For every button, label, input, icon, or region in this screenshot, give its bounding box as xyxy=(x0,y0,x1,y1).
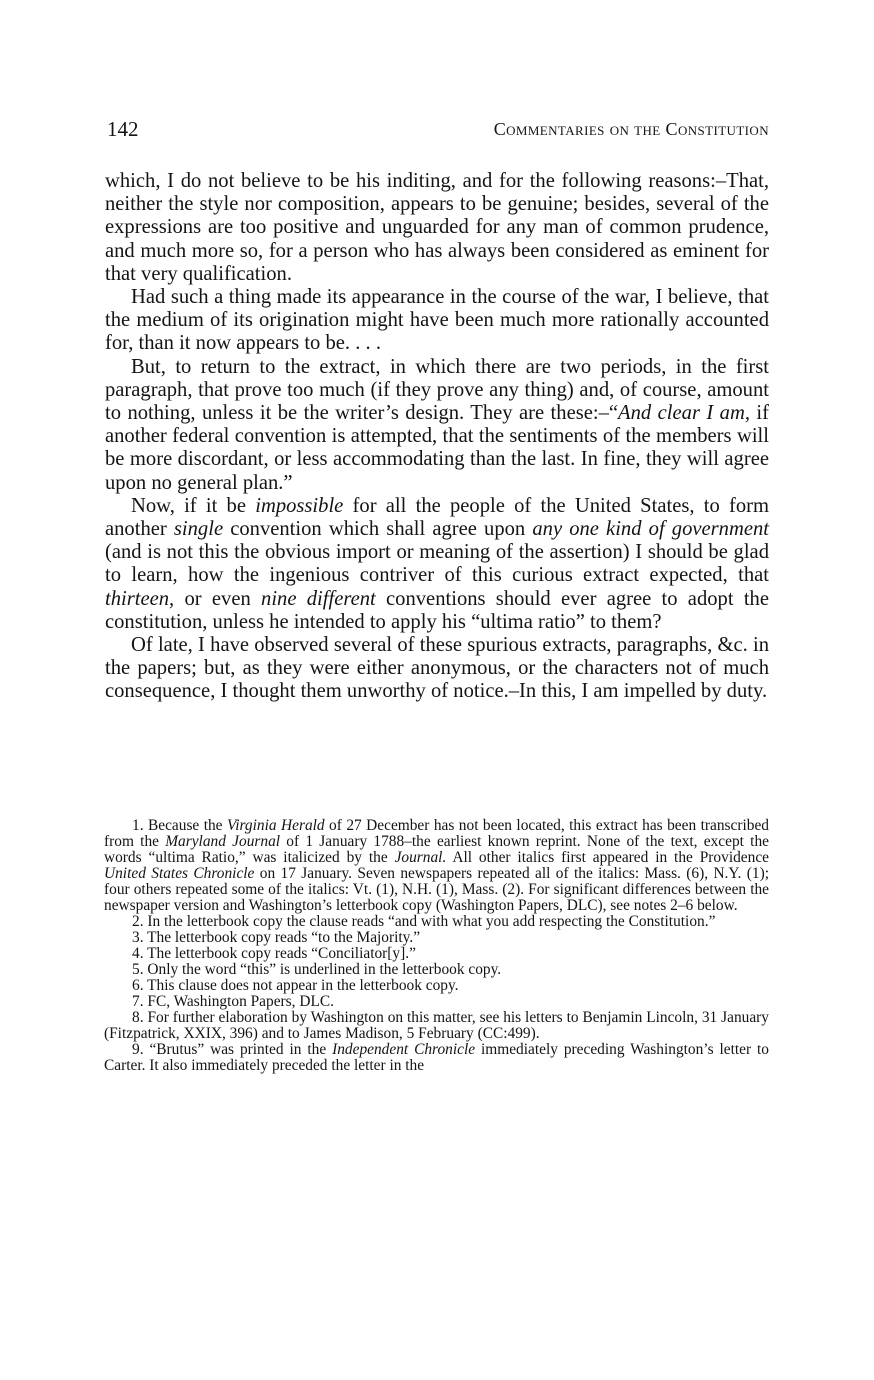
running-title: Commentaries on the Constitution xyxy=(493,119,769,139)
footnote: 4. The letterbook copy reads “Conciliator[y].” xyxy=(132,945,416,962)
italic-text: single xyxy=(173,518,224,541)
page-number: 142 xyxy=(107,117,139,141)
italic-text: impossible xyxy=(255,494,344,517)
footnote: 7. FC, Washington Papers, DLC. xyxy=(132,993,334,1010)
footnote: 1. Because the Virginia Herald of 27 December has not been located, this extract has been transcribed from the Maryland Journal of 1 January 1788–the earliest known reprint. None of the text, except the words “ultima Ratio,” was italicized by the Journal. All other italics first appeared in the Providence United States Chronicle on 17 January. Seven newspapers repeated all of the italics: Mass. (6), N.Y. (1); four others repeated some of the italics: Vt. (1), N.H. (1), Mass. (2). For significant differences between the newspaper version and Washington’s letterbook copy (Washington Papers, DLC), see notes 2–6 below. xyxy=(104,817,769,914)
body-paragraph: Had such a thing made its appearance in the course of the war, I believe, that the medium of its origination might have been much more rationally accounted for, than it now appears to be. . . . xyxy=(105,286,769,355)
body-paragraph: which, I do not believe to be his inditing, and for the following reasons:–That, neither the style nor composition, appears to be genuine; besides, several of the expressions are too positive and unguarded for any man of common prudence, and much more so, for a person who has always been considered as eminent for that very qualification. xyxy=(105,170,769,285)
footnote: 3. The letterbook copy reads “to the Majority.” xyxy=(132,929,421,946)
italic-text: nine different xyxy=(261,587,376,610)
footnote: 2. In the letterbook copy the clause reads “and with what you add respecting the Constitution.” xyxy=(132,913,716,930)
footnote: 5. Only the word “this” is underlined in the letterbook copy. xyxy=(132,961,502,978)
footnote: 8. For further elaboration by Washington on this matter, see his letters to Benjamin Lincoln, 31 January (Fitzpatrick, XXIX, 396) and to James Madison, 5 February (CC:499). xyxy=(104,1009,769,1042)
running-header xyxy=(107,117,769,147)
body-paragraph: Of late, I have observed several of these spurious extracts, paragraphs, &c. in the papers; but, as they were either anonymous, or the characters not of much consequence, I thought them unworthy of notice.–In this, I am impelled by duty. xyxy=(105,634,769,703)
italic-text: thirteen, xyxy=(105,587,175,610)
italic-text: Virginia Herald xyxy=(226,817,325,834)
body-paragraph: But, to return to the extract, in which there are two periods, in the first paragraph, that prove too much (if they prove any thing) and, of course, amount to nothing, unless it be the writer’s design. They are these:–“And clear I am, if another federal convention is attempted, that the sentiments of the members will be more discordant, or less accommodating than the last. In fine, they will agree upon no general plan.” xyxy=(105,355,770,494)
italic-text: Maryland Journal xyxy=(165,833,281,850)
footnote: 6. This clause does not appear in the letterbook copy. xyxy=(132,977,459,994)
footnotes xyxy=(104,818,769,1074)
body-paragraph: Now, if it be impossible for all the people of the United States, to form another single convention which shall agree upon any one kind of government (and is not this the obvious import or meaning of the assertion) I should be glad to learn, how the ingenious contriver of this curious extract expected, that thirteen, or even nine different conventions should ever agree to adopt the constitution, unless he intended to apply his “ultima ratio” to them? xyxy=(105,494,770,633)
italic-text: Independent Chronicle xyxy=(332,1041,476,1058)
italic-text: any one kind of government xyxy=(532,518,770,541)
italic-text: Journal. xyxy=(394,849,447,866)
body-text xyxy=(105,170,769,704)
footnote: 9. “Brutus” was printed in the Independent Chronicle immediately preceding Washington’s letter to Carter. It also immediately preceded the letter in the xyxy=(104,1041,770,1074)
italic-text: And clear I am, xyxy=(618,402,750,425)
italic-text: United States Chronicle xyxy=(104,865,255,882)
